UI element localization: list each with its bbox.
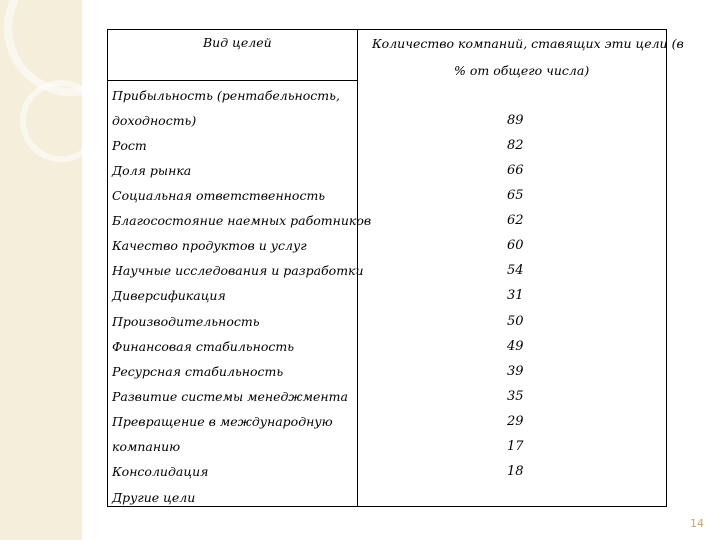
header-company-count-cont: % от общего числа): [454, 63, 590, 78]
row-label: доходность): [112, 113, 197, 128]
row-value: 50: [507, 314, 524, 329]
row-value: 89: [507, 113, 524, 128]
row-label: Ресурсная стабильность: [112, 364, 284, 379]
row-value: 62: [507, 213, 524, 228]
row-label: Социальная ответственность: [112, 188, 326, 203]
decorative-circle: [20, 80, 102, 162]
row-value: 35: [507, 389, 524, 404]
row-label: компанию: [112, 439, 181, 454]
row-value: 66: [507, 163, 524, 178]
row-value: 17: [507, 439, 524, 454]
row-label: Качество продуктов и услуг: [112, 238, 307, 253]
row-value: 18: [507, 464, 524, 479]
row-label: Консолидация: [112, 464, 209, 479]
row-value: 82: [507, 138, 524, 153]
row-value: 39: [507, 364, 524, 379]
decorative-side-strip: [0, 0, 82, 540]
row-label: Доля рынка: [112, 163, 192, 178]
row-label: Прибыльность (рентабельность,: [112, 88, 340, 103]
row-value: 29: [507, 414, 524, 429]
header-goal-type: Вид целей: [203, 35, 272, 50]
slide-number: 14: [690, 517, 704, 530]
row-label: Производительность: [112, 314, 260, 329]
row-value: 49: [507, 339, 524, 354]
header-divider: [107, 80, 357, 81]
row-label: Рост: [112, 138, 147, 153]
row-label: Научные исследования и разработки: [112, 263, 364, 278]
row-label: Другие цели: [112, 490, 196, 505]
row-label: Благосостояние наемных работников: [112, 213, 372, 228]
row-value: 65: [507, 188, 524, 203]
row-label: Диверсификация: [112, 288, 226, 303]
row-label: Развитие системы менеджмента: [112, 389, 348, 404]
row-label: Превращение в международную: [112, 414, 333, 429]
row-value: 54: [507, 263, 524, 278]
row-label: Финансовая стабильность: [112, 339, 295, 354]
header-company-count: Количество компаний, ставящих эти цели (в: [372, 36, 684, 51]
row-value: 31: [507, 288, 524, 303]
row-value: 60: [507, 238, 524, 253]
